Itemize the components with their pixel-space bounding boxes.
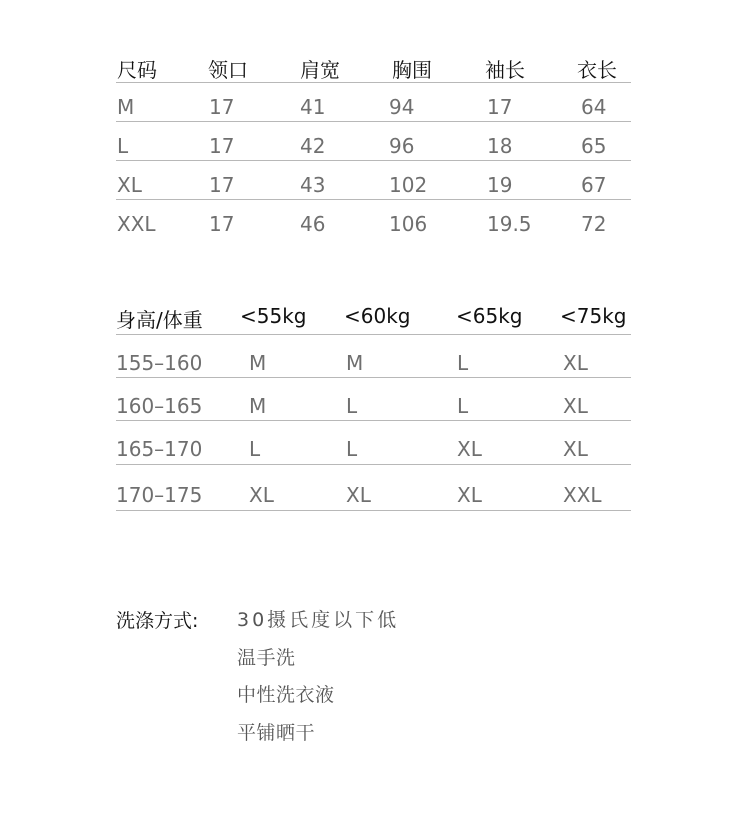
table-cell: 106 <box>389 212 428 236</box>
table-cell: M <box>249 351 267 375</box>
header-size: 尺码 <box>117 58 157 82</box>
table-cell: 160–165 <box>116 394 203 418</box>
table-cell: 17 <box>209 173 235 197</box>
table-cell: XL <box>457 437 482 461</box>
table-row <box>116 161 631 200</box>
washing-line: 中性洗衣液 <box>237 684 335 706</box>
header-weight-60: <60kg <box>344 304 411 328</box>
table-cell: 17 <box>209 95 235 119</box>
table-cell: 72 <box>581 212 607 236</box>
washing-line: 30摄氏度以下低 <box>237 609 400 631</box>
table-cell: L <box>457 394 469 418</box>
table-row <box>116 335 631 378</box>
table-cell: 155–160 <box>116 351 203 375</box>
table-cell: 17 <box>209 134 235 158</box>
table-cell: XL <box>249 483 274 507</box>
table-cell: XL <box>457 483 482 507</box>
table-cell: 170–175 <box>116 483 203 507</box>
table-cell: 17 <box>209 212 235 236</box>
table-row <box>116 83 631 122</box>
table-cell: 42 <box>300 134 326 158</box>
table-cell: 41 <box>300 95 326 119</box>
table-cell: M <box>249 394 267 418</box>
table-cell: XL <box>563 394 588 418</box>
table-cell: XXL <box>117 212 156 236</box>
table-cell: 65 <box>581 134 607 158</box>
table-row <box>116 465 631 511</box>
washing-lines <box>237 606 399 756</box>
fit-table <box>116 300 631 511</box>
table-cell: XL <box>346 483 371 507</box>
table-cell: 102 <box>389 173 428 197</box>
table-row <box>116 378 631 421</box>
header-weight-65: <65kg <box>456 304 523 328</box>
header-sleeve: 袖长 <box>485 58 525 82</box>
table-cell: 17 <box>487 95 513 119</box>
header-length: 衣长 <box>577 58 617 82</box>
table-cell: M <box>346 351 364 375</box>
table-cell: 46 <box>300 212 326 236</box>
table-cell: XL <box>563 437 588 461</box>
table-cell: 96 <box>389 134 415 158</box>
table-cell: L <box>249 437 261 461</box>
table-cell: 165–170 <box>116 437 203 461</box>
table-cell: L <box>346 394 358 418</box>
header-weight-75: <75kg <box>560 304 627 328</box>
table-cell: M <box>117 95 135 119</box>
fit-table-header <box>116 300 631 335</box>
header-weight-55: <55kg <box>240 304 307 328</box>
table-cell: XXL <box>563 483 602 507</box>
table-cell: XL <box>117 173 142 197</box>
table-cell: 43 <box>300 173 326 197</box>
table-row <box>116 122 631 161</box>
washing-label: 洗涤方式: <box>116 610 199 632</box>
table-cell: 64 <box>581 95 607 119</box>
header-collar: 领口 <box>208 58 248 82</box>
table-cell: 94 <box>389 95 415 119</box>
table-row <box>116 421 631 465</box>
header-shoulder: 肩宽 <box>300 58 340 82</box>
table-cell: L <box>346 437 358 461</box>
table-cell: 18 <box>487 134 513 158</box>
washing-line: 温手洗 <box>237 646 296 669</box>
table-cell: L <box>457 351 469 375</box>
table-cell: 67 <box>581 173 607 197</box>
table-cell: 19 <box>487 173 513 197</box>
table-row <box>116 200 631 238</box>
size-table-header <box>116 50 631 83</box>
washing-line: 平铺晒干 <box>237 721 316 744</box>
table-cell: L <box>117 134 129 158</box>
size-table <box>116 50 631 238</box>
table-cell: 19.5 <box>487 212 532 236</box>
header-chest: 胸围 <box>392 58 432 82</box>
table-cell: XL <box>563 351 588 375</box>
header-height-weight: 身高/体重 <box>116 308 203 332</box>
